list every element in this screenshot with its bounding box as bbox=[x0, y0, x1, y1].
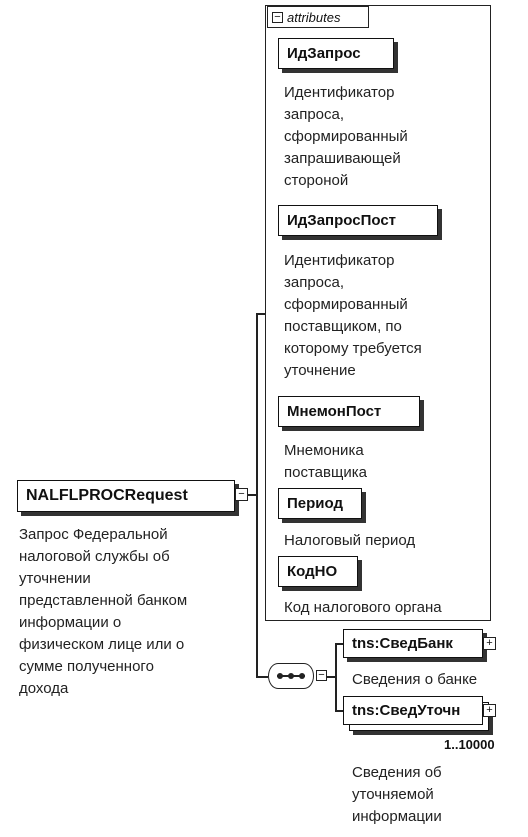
child-svedutochn-description: Сведения об уточняемой информации bbox=[352, 764, 442, 825]
multiplicity-label: 1..10000 bbox=[444, 737, 495, 752]
attribute-period[interactable] bbox=[278, 488, 362, 519]
attribute-mnemonpost[interactable] bbox=[278, 396, 420, 427]
expand-icon[interactable]: + bbox=[483, 704, 496, 717]
attribute-idzapros[interactable] bbox=[278, 38, 394, 69]
collapse-icon[interactable]: − bbox=[316, 670, 327, 681]
attributes-tab[interactable] bbox=[267, 6, 369, 28]
attribute-idzapros-description: Идентификатор запроса, сформированный запрашивающей стороной bbox=[284, 84, 408, 189]
attribute-name: МнемонПост bbox=[287, 403, 382, 420]
child-svedutochn[interactable] bbox=[343, 696, 483, 725]
attribute-period-description: Налоговый период bbox=[284, 532, 416, 549]
collapse-icon[interactable]: − bbox=[272, 12, 283, 23]
attribute-mnemonpost-description: Мнемоника поставщика bbox=[284, 442, 367, 481]
attribute-name: ИдЗапрос bbox=[287, 45, 361, 62]
child-name: tns:СведБанк bbox=[352, 635, 453, 652]
attribute-kodno-description: Код налогового органа bbox=[284, 599, 442, 616]
root-description: Запрос Федеральной налоговой службы об уточнении представленной банком информации о физическом лице или о сумме полученного дохода bbox=[19, 526, 188, 697]
child-svedbank-description: Сведения о банке bbox=[352, 671, 478, 688]
child1-connector-h bbox=[335, 643, 343, 645]
expand-icon[interactable]: + bbox=[483, 637, 496, 650]
root-element-name: NALFLPROCRequest bbox=[26, 487, 188, 504]
trunk-connector-v bbox=[256, 313, 258, 676]
child2-connector-h bbox=[335, 710, 343, 712]
children-connector-v bbox=[335, 643, 337, 711]
attribute-name: Период bbox=[287, 495, 343, 512]
sequence-connector-h bbox=[256, 676, 268, 678]
attribute-idzaprospost-description: Идентификатор запроса, сформированный поставщиком, по которому требуется уточнение bbox=[284, 252, 422, 379]
child-name: tns:СведУточн bbox=[352, 702, 461, 719]
attribute-name: КодНО bbox=[287, 563, 338, 580]
child-svedbank[interactable] bbox=[343, 629, 483, 658]
attribute-idzaprospost[interactable] bbox=[278, 205, 438, 236]
sequence-compositor[interactable] bbox=[268, 663, 314, 689]
sequence-icon bbox=[277, 675, 305, 677]
root-element[interactable] bbox=[17, 480, 235, 512]
attribute-kodno[interactable] bbox=[278, 556, 358, 587]
attribute-name: ИдЗапросПост bbox=[287, 212, 397, 229]
attributes-label: attributes bbox=[287, 9, 341, 25]
collapse-icon[interactable]: − bbox=[235, 488, 248, 501]
